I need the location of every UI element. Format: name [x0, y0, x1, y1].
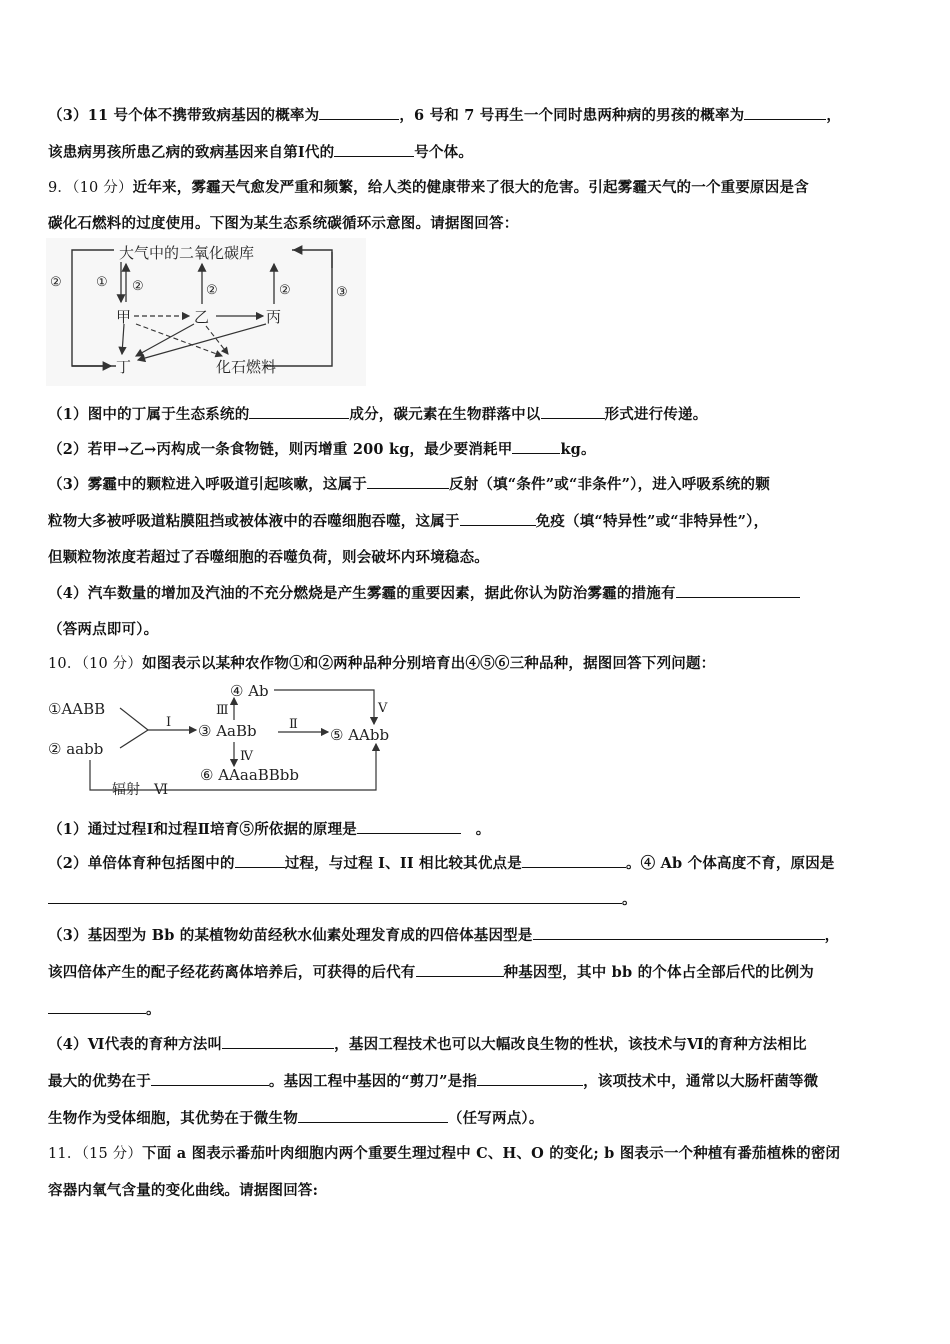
q9-sub3-line2: [48, 510, 768, 531]
process-label-1: ①: [96, 275, 108, 290]
q10-number: 10．: [48, 656, 82, 672]
q9-number: 9．: [48, 180, 73, 196]
q8-sub3-text-c: ，: [826, 107, 842, 124]
q8-sub3-text-b: ，6 号和 7 号再生一个同时患两种病的男孩的概率为: [399, 107, 745, 124]
q10-sub4-line2: [48, 1070, 818, 1091]
q10-sub4-text-a: （4）Ⅵ代表的育种方法叫: [48, 1036, 223, 1053]
q10-sub4-text-d: 。基因工程中基因的“剪刀”是指: [268, 1073, 478, 1090]
process-II-label: Ⅱ: [289, 717, 298, 732]
answer-blank[interactable]: [249, 404, 349, 419]
q9-stem-line1: [48, 176, 809, 197]
line-p2-merge: [120, 730, 148, 748]
process-IV-label: Ⅳ: [240, 749, 253, 764]
q10-sub3-text-c: 该四倍体产生的配子经花药离体培养后，可获得的后代有: [48, 964, 416, 981]
q9-sub4-line1: [48, 582, 800, 603]
q10-sub3-text-b: ，: [824, 927, 840, 944]
q10-sub2-text-d: 。: [622, 891, 637, 908]
q9-sub3-line1: [48, 473, 770, 494]
process-label-3: ③: [336, 285, 348, 300]
q10-sub2-text-a: （2）单倍体育种包括图中的: [48, 855, 235, 872]
q10-sub2-line1: [48, 852, 835, 873]
q9-sub4-line2: [48, 618, 158, 639]
answer-blank[interactable]: [744, 105, 826, 120]
process-label-2-bing: ②: [279, 283, 291, 298]
q9-sub3-text-e: 但颗粒物浓度若超过了吞噬细胞的吞噬负荷，则会破坏内环境稳态。: [48, 549, 489, 566]
answer-blank[interactable]: [151, 1071, 269, 1086]
node-atmosphere-label: 大气中的二氧化碳库: [119, 244, 255, 262]
answer-blank[interactable]: [533, 925, 825, 940]
q9-sub3-text-b: 反射（填“条件”或“非条件”），进入呼吸系统的颗: [449, 476, 770, 493]
answer-blank[interactable]: [522, 853, 626, 868]
answer-blank[interactable]: [235, 853, 285, 868]
answer-blank[interactable]: [48, 999, 146, 1014]
answer-blank[interactable]: [512, 439, 560, 454]
carbon-cycle-diagram: [46, 238, 366, 386]
answer-blank[interactable]: [48, 889, 622, 904]
q10-stem: [48, 652, 715, 673]
q11-number: 11．: [48, 1146, 82, 1162]
q9-score: （10 分）: [72, 180, 133, 196]
q9-sub3-text-a: （3）雾霾中的颗粒进入呼吸道引起咳嗽，这属于: [48, 476, 367, 493]
q8-sub3-line2: [48, 141, 473, 162]
q10-sub1: [48, 818, 490, 839]
q9-sub1: [48, 403, 707, 424]
q10-score: （10 分）: [81, 656, 143, 672]
q9-sub2: [48, 438, 596, 459]
q10-sub2-line2: [48, 888, 637, 909]
q10-sub4-text-b: ，基因工程技术也可以大幅改良生物的性状，该技术与Ⅵ的育种方法相比: [334, 1036, 807, 1053]
process-I-label: Ⅰ: [166, 715, 172, 730]
q11-score: （15 分）: [81, 1146, 143, 1162]
answer-blank[interactable]: [676, 583, 800, 598]
q9-sub1-text-c: 形式进行传递。: [604, 406, 708, 423]
q10-sub4-line3: [48, 1107, 544, 1128]
process-III-label: Ⅲ: [216, 703, 229, 718]
process-label-2-left: ②: [50, 275, 62, 290]
q10-sub4-text-e: ，该项技术中，通常以大肠杆菌等微: [583, 1073, 819, 1090]
q9-sub4-text-b: （答两点即可）。: [48, 621, 159, 638]
q10-sub2-text-c: 。④ Ab 个体高度不育，原因是: [625, 855, 835, 872]
q10-sub4-line1: [48, 1033, 807, 1054]
node-fossil-label: 化石燃料: [216, 358, 277, 376]
q10-sub1-text-b: 。: [461, 821, 491, 838]
q9-stem-text2: 碳化石燃料的过度使用。下图为某生态系统碳循环示意图。请据图回答：: [48, 215, 519, 232]
q9-sub3-text-d: 免疫（填“特异性”或“非特异性”），: [535, 513, 769, 530]
q10-sub2-text-b: 过程，与过程 I、II 相比较其优点是: [284, 855, 522, 872]
q10-sub3-text-a: （3）基因型为 Bb 的某植物幼苗经秋水仙素处理发育成的四倍体基因型是: [48, 927, 533, 944]
q9-sub1-text-a: （1）图中的丁属于生态系统的: [48, 406, 250, 423]
q10-sub3-line1: [48, 924, 839, 945]
breeding-diagram: [46, 678, 406, 798]
q9-sub3-line3: [48, 546, 489, 567]
node-p4-label: ④ Ab: [230, 682, 269, 700]
q10-sub3-text-d: 种基因型，其中 bb 的个体占全部后代的比例为: [503, 964, 814, 981]
q10-sub3-text-e: 。: [146, 1001, 161, 1018]
node-p5-label: ⑤ AAbb: [330, 726, 390, 744]
answer-blank[interactable]: [477, 1071, 583, 1086]
node-yi-label: 乙: [194, 308, 210, 326]
q9-sub2-text-a: （2）若甲→乙→丙构成一条食物链，则丙增重 200 kg，最少要消耗甲: [48, 441, 513, 458]
node-ding-label: 丁: [116, 358, 132, 376]
q9-sub3-text-c: 粒物大多被呼吸道粘膜阻挡或被体液中的吞噬细胞吞噬，这属于: [48, 513, 460, 530]
q11-stem-line2: [48, 1179, 318, 1200]
answer-blank[interactable]: [367, 474, 449, 489]
q8-sub3-text-d: 该患病男孩所患乙病的致病基因来自第Ⅰ代的: [48, 144, 335, 161]
process-VI-label: 辐射 Ⅵ: [112, 782, 169, 798]
q10-stem-text: 如图表示以某种农作物①和②两种品种分别培育出④⑤⑥三种品种，据图回答下列问题：: [142, 655, 716, 672]
answer-blank[interactable]: [222, 1034, 334, 1049]
q10-sub4-text-f: 生物作为受体细胞，其优势在于微生物: [48, 1110, 298, 1127]
q9-sub1-text-b: 成分，碳元素在生物群落中以: [349, 406, 541, 423]
process-label-2-jia: ②: [132, 279, 144, 294]
node-p6-label: ⑥ AAaaBBbb: [200, 766, 300, 784]
q10-sub3-line2: [48, 961, 814, 982]
process-label-2-yi: ②: [206, 283, 218, 298]
q10-sub4-text-c: 最大的优势在于: [48, 1073, 151, 1090]
process-V-label: Ⅴ: [378, 701, 388, 716]
q11-stem-line1: [48, 1142, 840, 1163]
q10-sub4-text-g: （任写两点）。: [447, 1110, 544, 1127]
q11-stem-text1: 下面 a 图表示番茄叶肉细胞内两个重要生理过程中 C、H、O 的变化; b 图表示一个种植有番茄植株的密闭: [142, 1145, 841, 1162]
q10-sub3-line3: [48, 998, 161, 1019]
q10-sub1-text-a: （1）通过过程Ⅰ和过程Ⅱ培育⑤所依据的原理是: [48, 821, 357, 838]
node-jia-label: 甲: [116, 308, 132, 326]
q11-stem-text2: 容器内氧气含量的变化曲线。请据图回答:: [48, 1182, 319, 1199]
answer-blank[interactable]: [298, 1108, 448, 1123]
line-p1-merge: [120, 708, 148, 730]
q8-sub3-text-a: （3）11 号个体不携带致病基因的概率为: [48, 107, 320, 124]
node-p3-label: ③ AaBb: [198, 722, 257, 740]
node-p1-label: ①AABB: [48, 700, 106, 718]
q9-sub4-text-a: （4）汽车数量的增加及汽油的不充分燃烧是产生雾霾的重要因素，据此你认为防治雾霾的措施有: [48, 585, 676, 602]
q9-sub2-text-b: kg。: [560, 441, 596, 458]
q9-stem-text1: 近年来，雾霾天气愈发严重和频繁，给人类的健康带来了很大的危害。引起雾霾天气的一个重要原因是含: [132, 179, 809, 196]
answer-blank[interactable]: [334, 142, 414, 157]
q8-sub3-text-e: 号个体。: [414, 144, 474, 161]
q9-stem-line2: [48, 212, 518, 233]
answer-blank[interactable]: [357, 819, 461, 834]
q8-sub3-line1: [48, 104, 841, 125]
node-p2-label: ② aabb: [48, 740, 104, 758]
answer-blank[interactable]: [460, 511, 536, 526]
answer-blank[interactable]: [319, 105, 399, 120]
answer-blank[interactable]: [541, 404, 605, 419]
node-bing-label: 丙: [266, 308, 282, 326]
answer-blank[interactable]: [416, 962, 504, 977]
